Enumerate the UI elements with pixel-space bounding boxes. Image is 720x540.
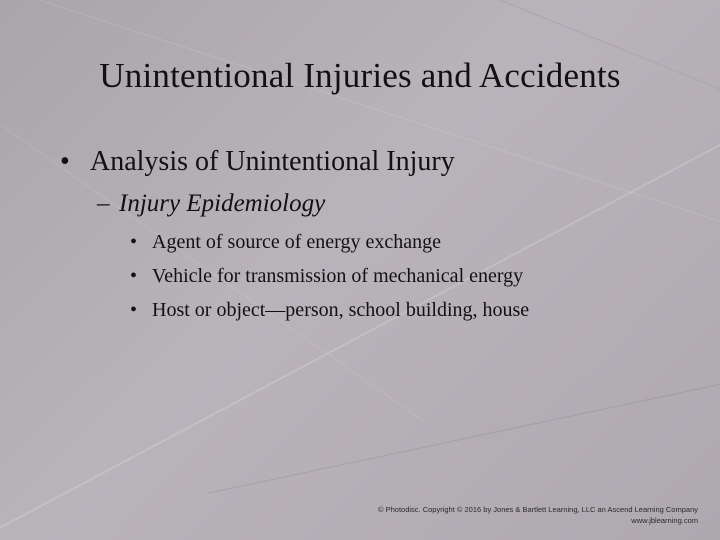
copyright-line: © Photodisc. Copyright © 2016 by Jones & Bartlett Learning, LLC an Ascend Learning Company	[378, 505, 698, 514]
bullet-level3-list	[130, 229, 529, 331]
background-streak	[208, 347, 720, 494]
list-item	[130, 263, 529, 297]
publisher-url: www.jblearning.com	[631, 516, 698, 525]
bullet-icon: •	[130, 299, 138, 321]
bullet-icon: •	[130, 265, 138, 287]
bullet-level2-text: Injury Epidemiology	[119, 190, 326, 217]
bullet-level1	[60, 146, 455, 178]
bullet-icon: •	[60, 146, 70, 177]
slide-title: Unintentional Injuries and Accidents	[99, 56, 621, 95]
copyright-footer	[378, 504, 698, 526]
list-item-text: Agent of source of energy exchange	[152, 231, 441, 253]
bullet-icon: •	[130, 231, 138, 253]
list-item-text: Host or object—person, school building, house	[152, 299, 530, 321]
list-item	[130, 297, 529, 331]
list-item-text: Vehicle for transmission of mechanical energy	[152, 265, 524, 287]
bullet-level1-text: Analysis of Unintentional Injury	[90, 146, 455, 177]
dash-icon: –	[97, 190, 110, 217]
list-item	[130, 229, 529, 263]
background-streak	[0, 0, 720, 260]
bullet-level2	[97, 190, 325, 218]
